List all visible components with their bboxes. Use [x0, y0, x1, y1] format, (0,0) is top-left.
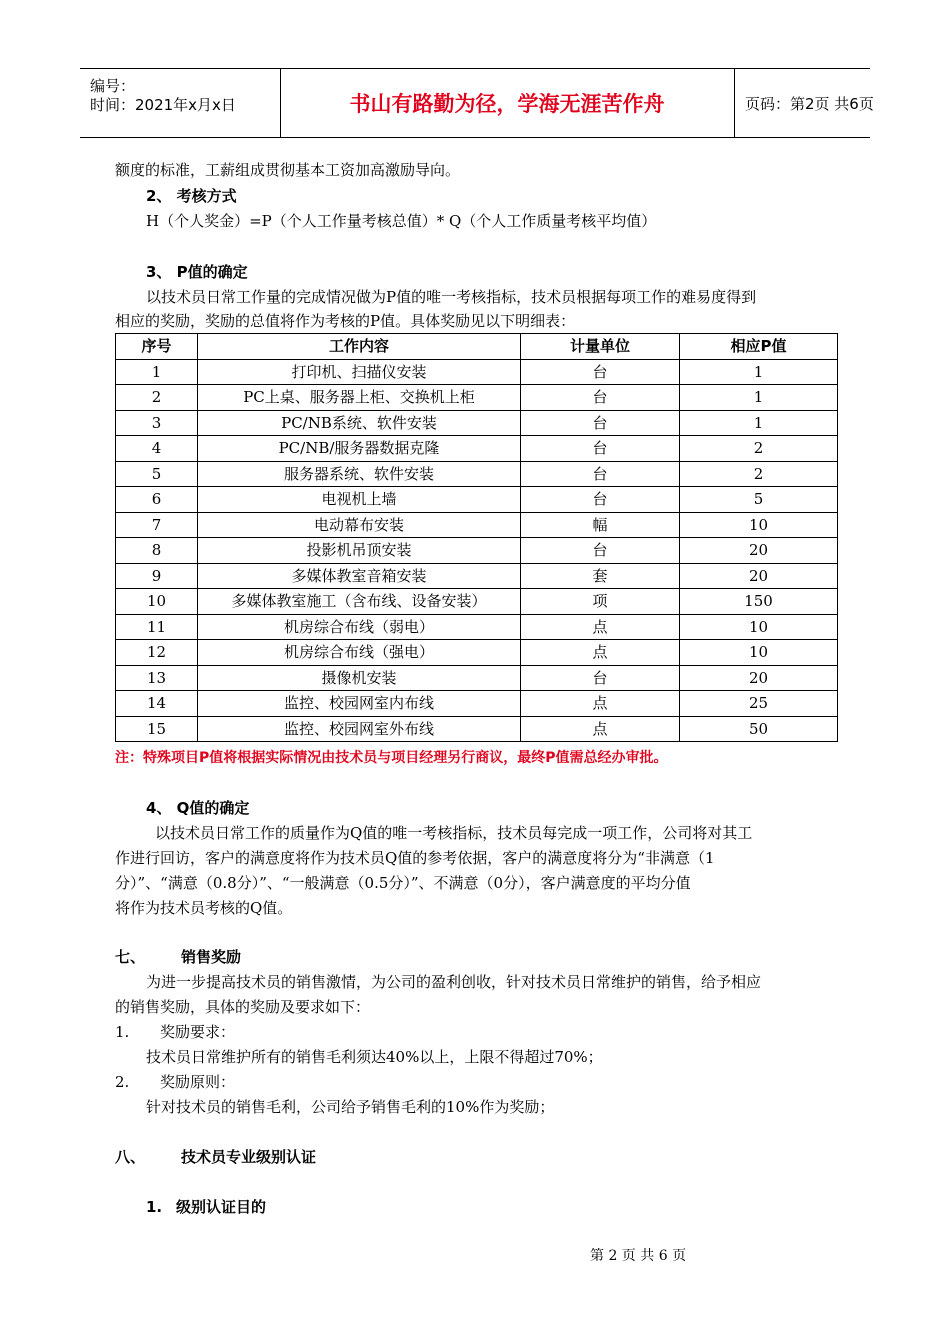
cell-content: 投影机吊顶安装 — [198, 538, 521, 564]
p-value-table — [115, 333, 838, 742]
cell-content: 服务器系统、软件安装 — [198, 461, 521, 487]
reward-requirement-label: 奖励要求： — [160, 1023, 236, 1041]
section-title-sales-reward: 销售奖励 — [181, 948, 242, 966]
cell-index: 8 — [116, 538, 198, 564]
table-row — [116, 640, 838, 666]
cell-p-value: 20 — [680, 563, 838, 589]
header-motto: 书山有路勤为径，学海无涯苦作舟 — [349, 92, 665, 116]
header-page-info: 页码：第2页 共6页 — [745, 94, 874, 113]
table-header-row — [116, 334, 838, 360]
section-title-certification: 技术员专业级别认证 — [181, 1148, 317, 1166]
table-row — [116, 538, 838, 564]
header-page-cell — [735, 69, 874, 137]
cell-unit: 台 — [521, 665, 680, 691]
cell-unit: 台 — [521, 385, 680, 411]
cell-p-value: 50 — [680, 716, 838, 742]
q-value-paragraph-line: 分）”、“满意（0.8分）”、“一般满意（0.5分）”、不满意（0分），客户满意度的平均分值 — [115, 874, 691, 892]
bonus-formula: H（个人奖金）=P（个人工作量考核总值）* Q（个人工作质量考核平均值） — [146, 212, 657, 230]
q-value-paragraph-line: 以技术员日常工作的质量作为Q值的唯一考核指标，技术员每完成一项工作，公司将对其工 — [155, 824, 753, 842]
page-header — [80, 68, 874, 138]
cell-index: 3 — [116, 410, 198, 436]
cell-content: PC/NB/服务器数据克隆 — [198, 436, 521, 462]
table-row — [116, 512, 838, 538]
cell-index: 12 — [116, 640, 198, 666]
cell-p-value: 10 — [680, 640, 838, 666]
cell-p-value: 10 — [680, 614, 838, 640]
cell-content: 电视机上墙 — [198, 487, 521, 513]
header-left-cell — [80, 69, 281, 137]
table-row — [116, 385, 838, 411]
cell-content: 机房综合布线（弱电） — [198, 614, 521, 640]
cell-p-value: 20 — [680, 538, 838, 564]
cell-content: PC/NB系统、软件安装 — [198, 410, 521, 436]
cell-unit: 套 — [521, 563, 680, 589]
table-row — [116, 716, 838, 742]
reward-principle-label: 奖励原则： — [160, 1073, 236, 1091]
cell-unit: 台 — [521, 410, 680, 436]
cell-index: 7 — [116, 512, 198, 538]
column-header-unit: 计量单位 — [521, 334, 680, 360]
column-header-index: 序号 — [116, 334, 198, 360]
cell-content: PC上桌、服务器上柜、交换机上柜 — [198, 385, 521, 411]
cell-unit: 台 — [521, 436, 680, 462]
column-header-content: 工作内容 — [198, 334, 521, 360]
cell-index: 9 — [116, 563, 198, 589]
list-number: 1. — [115, 1023, 130, 1041]
header-motto-cell — [280, 69, 735, 137]
cell-content: 多媒体教室音箱安装 — [198, 563, 521, 589]
table-row — [116, 461, 838, 487]
table-row — [116, 589, 838, 615]
list-number: 2. — [115, 1073, 130, 1091]
reward-requirement-text: 技术员日常维护所有的销售毛利须达40%以上，上限不得超过70%； — [146, 1048, 603, 1066]
cell-index: 2 — [116, 385, 198, 411]
cell-unit: 点 — [521, 716, 680, 742]
section-title-assessment-method: 2、 考核方式 — [146, 187, 237, 205]
column-header-p-value: 相应P值 — [680, 334, 838, 360]
cell-unit: 点 — [521, 614, 680, 640]
table-row — [116, 436, 838, 462]
cell-p-value: 150 — [680, 589, 838, 615]
section-number-seven: 七、 — [115, 948, 146, 966]
section-title-q-value: 4、 Q值的确定 — [146, 799, 250, 817]
table-row — [116, 665, 838, 691]
table-row — [116, 691, 838, 717]
cell-index: 10 — [116, 589, 198, 615]
section-title-p-value: 3、 P值的确定 — [146, 263, 248, 281]
cell-unit: 台 — [521, 538, 680, 564]
sales-paragraph-line: 的销售奖励，具体的奖励及要求如下： — [115, 998, 371, 1016]
table-row — [116, 614, 838, 640]
table-row — [116, 563, 838, 589]
p-value-paragraph-line: 以技术员日常工作量的完成情况做为P值的唯一考核指标，技术员根据每项工作的难易度得到 — [146, 288, 757, 306]
cell-index: 11 — [116, 614, 198, 640]
q-value-paragraph-line: 将作为技术员考核的Q值。 — [115, 899, 293, 917]
cell-index: 6 — [116, 487, 198, 513]
cell-index: 15 — [116, 716, 198, 742]
cell-content: 监控、校园网室内布线 — [198, 691, 521, 717]
cell-p-value: 20 — [680, 665, 838, 691]
cell-index: 4 — [116, 436, 198, 462]
cell-unit: 台 — [521, 461, 680, 487]
cell-unit: 台 — [521, 359, 680, 385]
sales-paragraph-line: 为进一步提高技术员的销售激情，为公司的盈利创收，针对技术员日常维护的销售，给予相应 — [146, 973, 762, 991]
subsection-number: 1. — [146, 1198, 163, 1216]
table-row — [116, 487, 838, 513]
cell-p-value: 25 — [680, 691, 838, 717]
cell-index: 13 — [116, 665, 198, 691]
reward-principle-text: 针对技术员的销售毛利，公司给予销售毛利的10%作为奖励； — [146, 1098, 555, 1116]
body-line: 额度的标准，工薪组成贯彻基本工资加高激励导向。 — [115, 161, 461, 179]
subsection-title-certification-purpose: 级别认证目的 — [176, 1198, 267, 1216]
p-value-paragraph-line: 相应的奖励，奖励的总值将作为考核的P值。具体奖励见以下明细表： — [115, 312, 576, 330]
q-value-paragraph-line: 作进行回访，客户的满意度将作为技术员Q值的参考依据，客户的满意度将分为“非满意（1 — [115, 849, 715, 867]
doc-number-label: 编号： — [90, 77, 136, 95]
cell-p-value: 5 — [680, 487, 838, 513]
cell-index: 5 — [116, 461, 198, 487]
table-row — [116, 359, 838, 385]
section-number-eight: 八、 — [115, 1148, 146, 1166]
page-footer: 第 2 页 共 6 页 — [590, 1248, 687, 1264]
cell-unit: 幅 — [521, 512, 680, 538]
cell-unit: 点 — [521, 640, 680, 666]
cell-p-value: 2 — [680, 461, 838, 487]
cell-index: 14 — [116, 691, 198, 717]
cell-content: 多媒体教室施工（含布线、设备安装） — [198, 589, 521, 615]
doc-time-label: 时间：2021年x月x日 — [90, 96, 236, 114]
cell-p-value: 1 — [680, 359, 838, 385]
cell-unit: 点 — [521, 691, 680, 717]
cell-content: 电动幕布安装 — [198, 512, 521, 538]
table-row — [116, 410, 838, 436]
cell-unit: 项 — [521, 589, 680, 615]
cell-index: 1 — [116, 359, 198, 385]
cell-p-value: 1 — [680, 410, 838, 436]
cell-p-value: 10 — [680, 512, 838, 538]
cell-content: 摄像机安装 — [198, 665, 521, 691]
cell-content: 打印机、扫描仪安装 — [198, 359, 521, 385]
cell-unit: 台 — [521, 487, 680, 513]
cell-p-value: 2 — [680, 436, 838, 462]
cell-content: 监控、校园网室外布线 — [198, 716, 521, 742]
cell-p-value: 1 — [680, 385, 838, 411]
p-value-note: 注：特殊项目P值将根据实际情况由技术员与项目经理另行商议，最终P值需总经办审批。 — [115, 750, 668, 766]
cell-content: 机房综合布线（强电） — [198, 640, 521, 666]
